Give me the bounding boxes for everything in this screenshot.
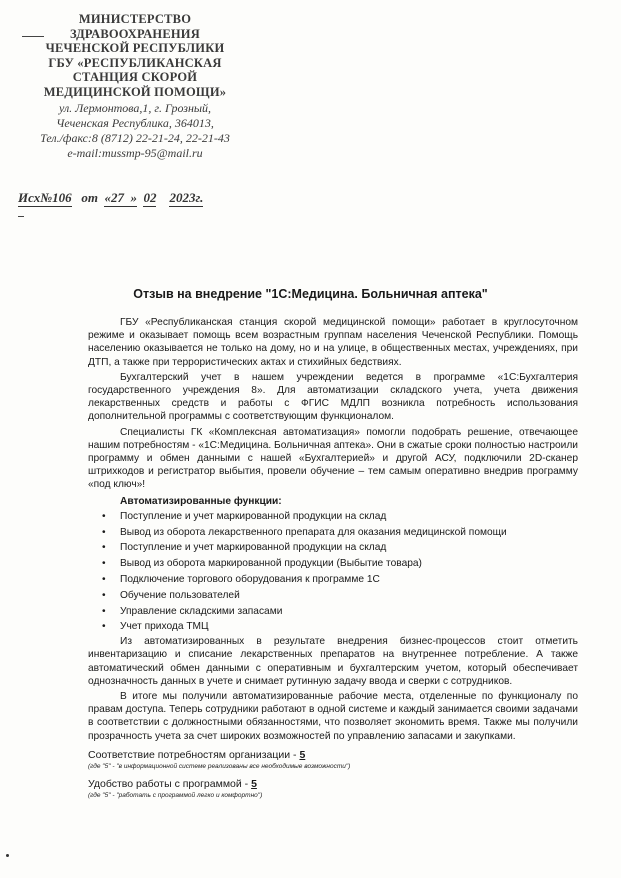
address-line: ул. Лермонтова,1, г. Грозный, <box>58 101 212 115</box>
outgoing-prefix: Исх№106 <box>18 190 72 205</box>
bullet-icon: • <box>102 621 106 633</box>
rating-label: Соответствие потребностям организации - <box>88 748 300 761</box>
org-line: ЗДРАВООХРАНЕНИЯ <box>70 26 200 41</box>
rating-usability <box>88 778 578 791</box>
outgoing-number <box>18 190 203 206</box>
rating-label: Удобство работы с программой - <box>88 777 252 790</box>
bullet-icon: • <box>102 510 106 522</box>
address-line: Тел./факс:8 (8712) 22-21-24, 22-21-43 <box>40 131 230 145</box>
org-line: МИНИСТЕРСТВО <box>78 12 192 26</box>
document-title: Отзыв на внедрение "1С:Медицина. Больничная аптека" <box>133 287 488 301</box>
list-item-text: Вывод из оборота маркированной продукции (Выбытие товара) <box>120 558 422 570</box>
address-line: Чеченская Республика, 364013, <box>56 116 214 130</box>
list-item <box>88 525 578 541</box>
scan-speck <box>6 854 9 857</box>
org-line: МЕДИЦИНСКОЙ ПОМОЩИ» <box>43 84 227 99</box>
organization-name <box>20 12 250 99</box>
bullet-icon: • <box>102 542 106 554</box>
paragraph: Бухгалтерский учет в нашем учреждении ведется в программе «1С:Бухгалтерия государственного учреждения 8». Для автоматизации складского учета, учета движения лекарственных средств и работы с ФГИС МДЛП возникла потребность использования дополнительной программы с соответствующим функционалом. <box>88 371 578 423</box>
outgoing-month: 02 <box>143 190 157 205</box>
list-item <box>88 509 578 525</box>
org-line: ГБУ «РЕСПУБЛИКАНСКАЯ <box>48 55 222 70</box>
list-item <box>88 619 578 635</box>
list-item <box>88 588 578 604</box>
email-line: e-mail:mussmp-95@mail.ru <box>67 146 203 160</box>
list-item-text: Подключение торгового оборудования к программе 1С <box>120 574 380 586</box>
ratings <box>88 749 578 800</box>
list-item <box>88 540 578 556</box>
rating-needs <box>88 749 578 762</box>
outgoing-day: «27 » <box>104 190 137 205</box>
list-item-text: Учет прихода ТМЦ <box>120 621 209 633</box>
list-item-text: Поступление и учет маркированной продукции на склад <box>120 542 387 554</box>
rating-value: 5 <box>251 777 257 790</box>
margin-mark <box>18 216 24 217</box>
bullet-icon: • <box>102 526 106 538</box>
paragraph: ГБУ «Республиканская станция скорой медицинской помощи» работает в круглосуточном режиме и оказывает помощь всем возрастным группам населения Чеченской Республики. Помощь населению оказывается не только на дому, но и на улице, в общественных местах, учреждениях, при ДТП, а также при террористических актах и стихийных бедствиях. <box>88 317 578 368</box>
org-line: ЧЕЧЕНСКОЙ РЕСПУБЛИКИ <box>45 41 225 55</box>
list-item <box>88 556 578 572</box>
bullet-icon: • <box>102 605 106 617</box>
bullet-icon: • <box>102 558 106 570</box>
bullet-icon: • <box>102 574 106 586</box>
organization-address <box>20 101 250 161</box>
list-item-text: Обучение пользователей <box>120 589 240 601</box>
rating-note: (где "5" - "в информационной системе реализованы все необходимые возможности") <box>88 762 351 770</box>
paragraph: В итоге мы получили автоматизированные рабочие места, отделенные по функционалу по правам доступа. Теперь сотрудники работают в одной системе и каждый занимается своими задачами в соответствии с должностными обязанностями, что позволяет экономить время. Также мы получили прозрачность учета за счет широких возможностей по управлению запасами и закупками. <box>88 691 578 742</box>
functions-title: Автоматизированные функции: <box>120 495 282 507</box>
letterhead <box>20 12 250 161</box>
document-body <box>88 316 578 807</box>
list-item <box>88 572 578 588</box>
org-line: СТАНЦИЯ СКОРОЙ <box>72 70 198 84</box>
header-divider <box>22 36 44 37</box>
list-item <box>88 604 578 620</box>
outgoing-from: от <box>81 190 98 205</box>
list-item-text: Поступление и учет маркированной продукции на склад <box>120 510 387 522</box>
bullet-icon: • <box>102 589 106 601</box>
rating-value: 5 <box>299 748 306 761</box>
list-item-text: Вывод из оборота лекарственного препарата для оказания медицинской помощи <box>120 526 507 538</box>
paragraph: Из автоматизированных в результате внедрения бизнес-процессов стоит отметить инвентаризацию и списание лекарственных препаратов на внутреннее потребление. А также автоматический обмен данными с оперативным и бухгалтерским учетом, который обеспечивает однозначность данных в учете и снимает рутинную задачу ввода и сверки с сотрудников. <box>88 636 578 687</box>
functions-list <box>88 509 578 635</box>
rating-note: (где "5" - "работать с программой легко и комфортно") <box>88 791 263 799</box>
outgoing-year: 2023г. <box>169 190 204 205</box>
paragraph: Специалисты ГК «Комплексная автоматизация» помогли подобрать решение, отвечающее нашим потребностям - «1С:Медицина. Больничная аптека». Они в сжатые сроки полностью настроили программу и обмен данными с нашей «Бухгалтерией» и другой АСУ, подключили 2D-сканер штрихкодов и регистратор выбытия, провели обучение – тем самым оперативно внедрив программу «под ключ»! <box>88 426 578 491</box>
list-item-text: Управление складскими запасами <box>120 605 283 617</box>
